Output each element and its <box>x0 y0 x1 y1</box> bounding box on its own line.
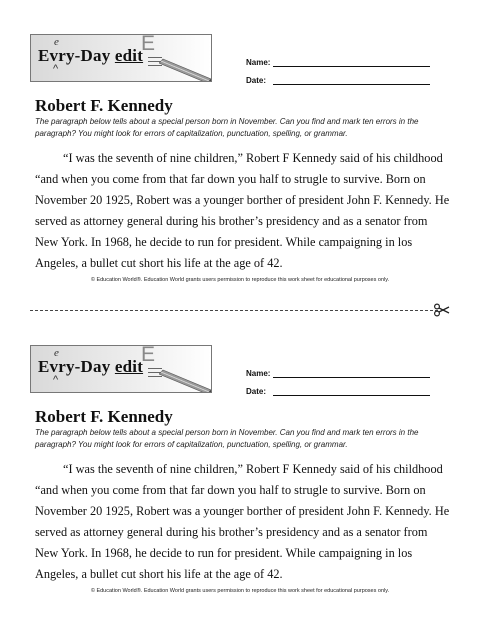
passage-text: “I was the seventh of nine children,” Robert F Kennedy said of his childhood “and when you come from that far down you half to strugle to survive. Born on November 20 1925, Robert was a younger borther of president John F. Kennedy. He served as attorney general during his brother’s presidency and as a senator from New York. In 1968, he decide to run for president. While campaigning in los Angeles, a bullet cut short his life at the age of 42. <box>35 462 450 581</box>
caret-icon: ^ <box>53 374 59 386</box>
logo-edit-word: edit <box>114 46 144 65</box>
logo-edit-word: edit <box>114 357 144 376</box>
logo-caret-letter: e <box>54 347 59 359</box>
name-field[interactable] <box>273 377 430 378</box>
name-label: Name: <box>246 58 271 67</box>
logo-text <box>38 46 143 66</box>
date-field[interactable] <box>273 395 430 396</box>
worksheet-bottom <box>0 333 480 623</box>
worksheet-top <box>0 22 480 312</box>
logo-corner-letter: E <box>141 34 156 55</box>
page-title: Robert F. Kennedy <box>35 96 173 115</box>
page-title: Robert F. Kennedy <box>35 407 173 426</box>
date-label: Date: <box>246 387 267 396</box>
name-label: Name: <box>246 369 271 378</box>
scissors-icon <box>434 303 450 317</box>
every-day-edit-logo <box>30 345 212 393</box>
passage-text: “I was the seventh of nine children,” Robert F Kennedy said of his childhood “and when you come from that far down you half to strugle to survive. Born on November 20 1925, Robert was a younger borther of president John F. Kennedy. He served as attorney general during his brother’s presidency and as a senator from New York. In 1968, he decide to run for president. While campaigning in los Angeles, a bullet cut short his life at the age of 42. <box>35 151 450 270</box>
pencil-icon <box>159 366 212 393</box>
logo-corner-letter: E <box>141 345 156 366</box>
logo-text <box>38 357 143 377</box>
logo-caret-letter: e <box>54 36 59 48</box>
copyright-footer: © Education World®. Education World grants users permission to reproduce this work sheet for educational purposes only. <box>90 588 390 594</box>
every-day-edit-logo <box>30 34 212 82</box>
name-field[interactable] <box>273 66 430 67</box>
date-field[interactable] <box>273 84 430 85</box>
caret-icon: ^ <box>53 63 59 75</box>
instructions-text: The paragraph below tells about a special person born in November. Can you find and mark ten errors in the paragraph? You might look for errors of capitalization, punctuation, spelling, or grammar. <box>35 428 419 449</box>
logo-brand-text: Evry-Day <box>38 357 111 376</box>
date-label: Date: <box>246 76 267 85</box>
instructions-text: The paragraph below tells about a special person born in November. Can you find and mark ten errors in the paragraph? You might look for errors of capitalization, punctuation, spelling, or grammar. <box>35 117 419 138</box>
logo-brand-text: Evry-Day <box>38 46 111 65</box>
copyright-footer: © Education World®. Education World grants users permission to reproduce this work sheet for educational purposes only. <box>90 277 390 283</box>
cut-line-divider <box>30 310 438 311</box>
pencil-icon <box>159 55 212 82</box>
